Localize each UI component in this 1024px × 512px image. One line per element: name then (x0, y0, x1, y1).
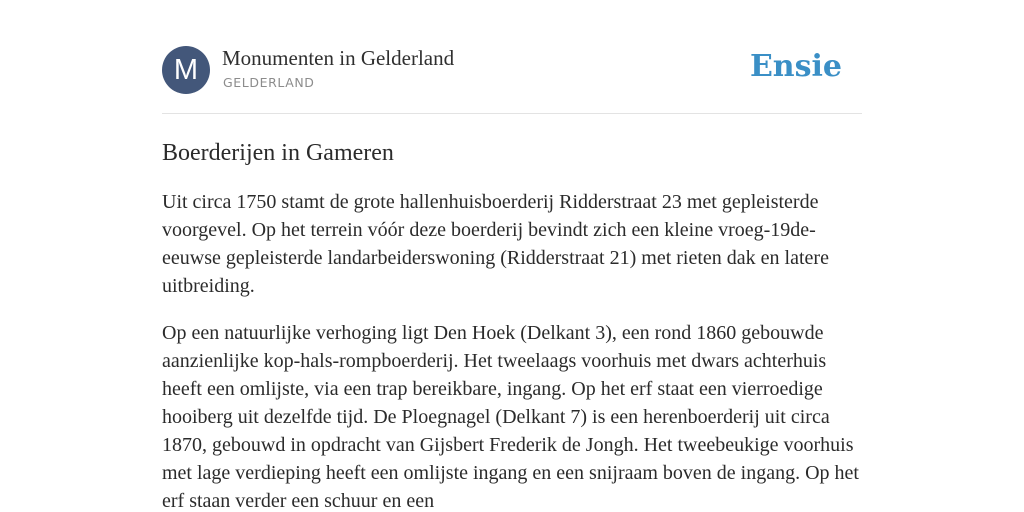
article-paragraph: Uit circa 1750 stamt de grote hallenhuisboerderij Ridderstraat 23 met gepleisterde voorgevel. Op het terrein vóór deze boerderij bevindt zich een kleine vroeg-19de-eeuwse gepleisterde landarbeiderswoning (Ridderstraat 21) met rieten dak en latere uitbreiding. (162, 191, 829, 297)
article-paragraph: Op een natuurlijke verhoging ligt Den Hoek (Delkant 3), een rond 1860 gebouwde aanzienlijke kop-hals-rompboerderij. Het tweelaags voorhuis met dwars achterhuis heeft een omlijste, via een trap bereikbare, ingang. Op het erf staat een vierroedige hooiberg uit dezelfde tijd. De Ploegnagel (Delkant 7) is een herenboerderij uit circa 1870, gebouwd in opdracht van Gijsbert Frederik de Jongh. Het tweebeukige voorhuis met lage verdieping heeft een omlijste ingang en een snijraam boven de ingang. Op het erf staan verder een schuur en een (162, 322, 859, 512)
article (162, 136, 868, 512)
article-title: Boerderijen in Gameren (162, 140, 394, 166)
site-header (162, 46, 862, 96)
avatar[interactable]: M (162, 46, 210, 94)
site-title[interactable]: Monumenten in Gelderland (222, 46, 455, 70)
brand-logo[interactable]: Ensie (749, 49, 842, 84)
site-subtitle[interactable]: GELDERLAND (223, 75, 315, 90)
header-divider (162, 113, 862, 114)
